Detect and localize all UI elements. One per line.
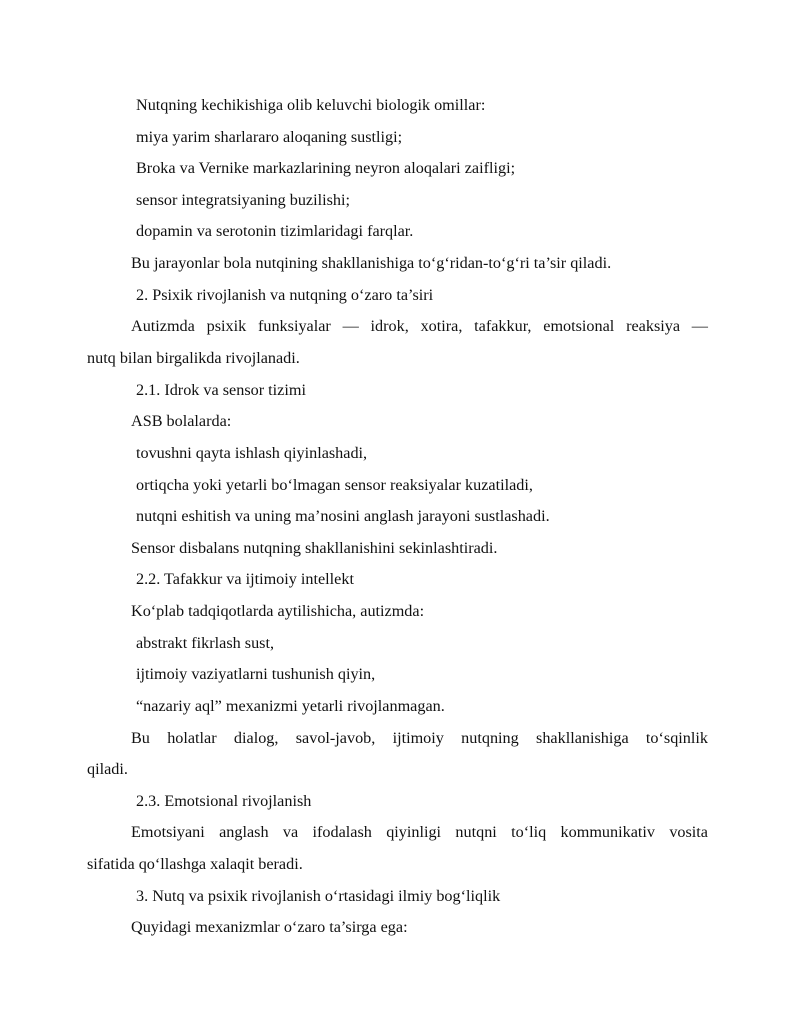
paragraph-line: Nutqning kechikishiga olib keluvchi biologik omillar: [136,96,486,114]
list-item: ijtimoiy vaziyatlarni tushunish qiyin, [136,665,376,683]
list-item: miya yarim sharlararo aloqaning sustligi; [136,128,403,146]
paragraph-line: Quyidagi mexanizmlar o‘zaro ta’sirga ega: [131,918,408,936]
paragraph-line: sifatida qo‘llashga xalaqit beradi. [87,855,303,873]
paragraph-line: Autizmda psixik funksiyalar — idrok, xotira, tafakkur, emotsional reaksiya — [131,317,708,335]
list-item: abstrakt fikrlash sust, [136,634,275,652]
section-heading: 2.3. Emotsional rivojlanish [136,792,312,810]
paragraph-line: Emotsiyani anglash va ifodalash qiyinligi nutqni to‘liq kommunikativ vosita [131,823,708,841]
paragraph-line: ASB bolalarda: [131,412,232,430]
list-item: tovushni qayta ishlash qiyinlashadi, [136,444,368,462]
list-item: ortiqcha yoki yetarli bo‘lmagan sensor reaksiyalar kuzatiladi, [136,476,533,494]
list-item: nutqni eshitish va uning ma’nosini anglash jarayoni sustlashadi. [136,507,550,525]
section-heading: 3. Nutq va psixik rivojlanish o‘rtasidagi ilmiy bog‘liqlik [136,887,501,905]
section-heading: 2. Psixik rivojlanish va nutqning o‘zaro ta’siri [136,286,434,304]
paragraph-line: Sensor disbalans nutqning shakllanishini sekinlashtiradi. [131,539,498,557]
list-item: Broka va Vernike markazlarining neyron aloqalari zaifligi; [136,159,516,177]
section-heading: 2.2. Tafakkur va ijtimoiy intellekt [136,570,354,588]
list-item: sensor integratsiyaning buzilishi; [136,191,351,209]
paragraph-line: qiladi. [87,760,128,778]
section-heading: 2.1. Idrok va sensor tizimi [136,381,306,399]
list-item: dopamin va serotonin tizimlaridagi farqlar. [136,222,414,240]
paragraph-line: Bu jarayonlar bola nutqining shakllanishiga to‘g‘ridan-to‘g‘ri ta’sir qiladi. [131,254,612,272]
paragraph-line: nutq bilan birgalikda rivojlanadi. [87,349,300,367]
paragraph-line: Ko‘plab tadqiqotlarda aytilishicha, autizmda: [131,602,425,620]
list-item: “nazariy aql” mexanizmi yetarli rivojlanmagan. [136,697,445,715]
paragraph-line: Bu holatlar dialog, savol-javob, ijtimoiy nutqning shakllanishiga to‘sqinlik [131,729,708,747]
